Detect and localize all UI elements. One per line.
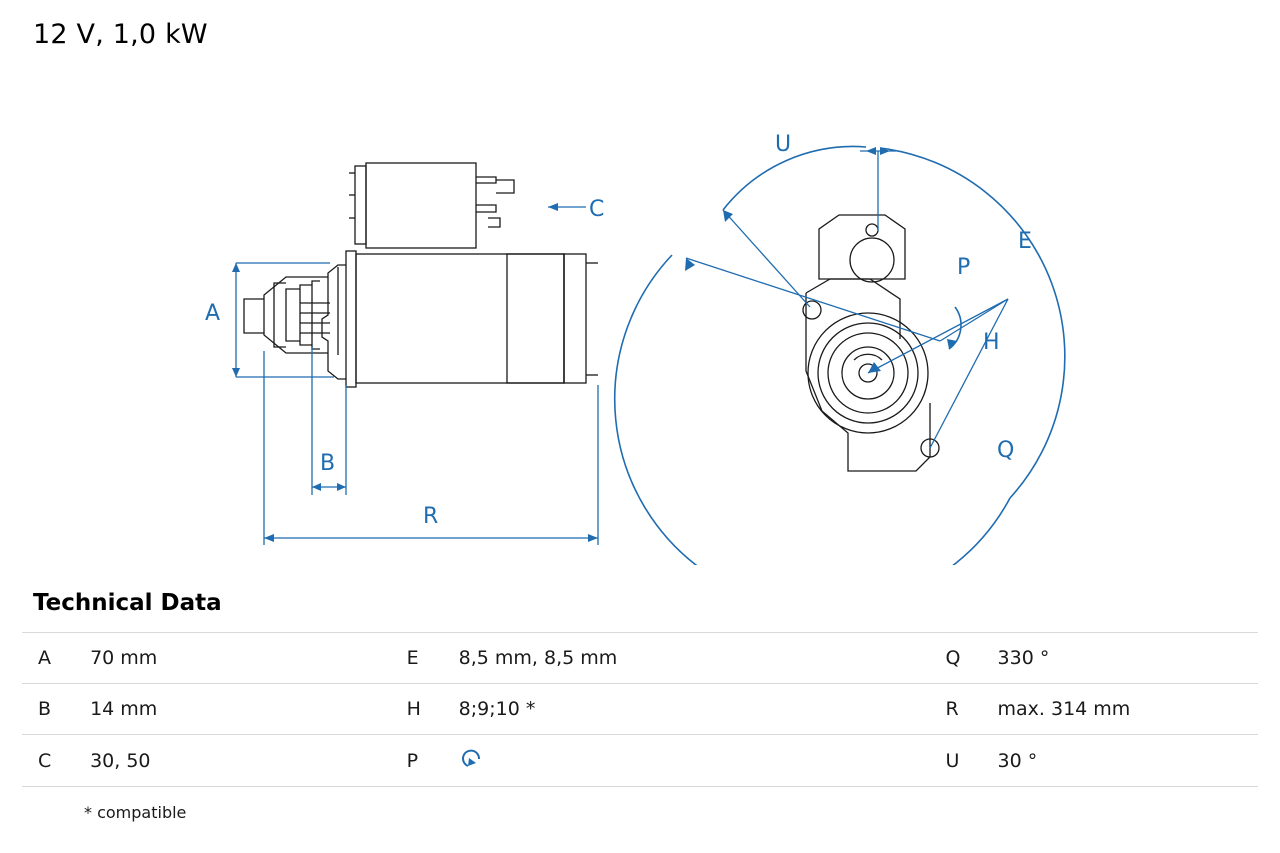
table-footnote: * compatible [84,803,187,822]
row-value-a: 70 mm [74,633,391,684]
dimension-label-H: H [983,330,1000,355]
dimension-label-R: R [423,504,439,529]
technical-data-heading: Technical Data [33,590,222,616]
row-key-p: P [391,735,443,787]
row-key-q: Q [929,633,981,684]
dimension-label-U: U [775,132,792,157]
table-row [22,735,1258,787]
dimension-label-Q: Q [997,438,1015,463]
row-value-p [443,735,930,787]
row-key-h: H [391,684,443,735]
dimension-lines-front [685,147,1008,448]
starter-front-view [615,146,1065,565]
dimension-label-A: A [205,301,221,326]
row-key-e: E [391,633,443,684]
row-value-q: 330 ° [982,633,1258,684]
row-key-c: C [22,735,74,787]
row-key-b: B [22,684,74,735]
row-value-h: 8;9;10 * [443,684,930,735]
technical-data-table [22,632,1258,787]
page-title: 12 V, 1,0 kW [33,19,208,50]
row-value-e: 8,5 mm, 8,5 mm [443,633,930,684]
dimension-label-E: E [1018,229,1032,254]
dimension-label-C: C [589,197,605,222]
starter-side-view [244,163,598,387]
technical-drawing [0,55,1280,565]
table-row [22,633,1258,684]
dimension-label-B: B [320,451,336,476]
table-row [22,684,1258,735]
row-value-c: 30, 50 [74,735,391,787]
row-key-u: U [929,735,981,787]
dimension-label-P: P [957,255,971,280]
row-value-b: 14 mm [74,684,391,735]
row-key-r: R [929,684,981,735]
row-value-u: 30 ° [982,735,1258,787]
row-key-a: A [22,633,74,684]
row-value-r: max. 314 mm [982,684,1258,735]
rotation-direction-icon [459,745,485,776]
